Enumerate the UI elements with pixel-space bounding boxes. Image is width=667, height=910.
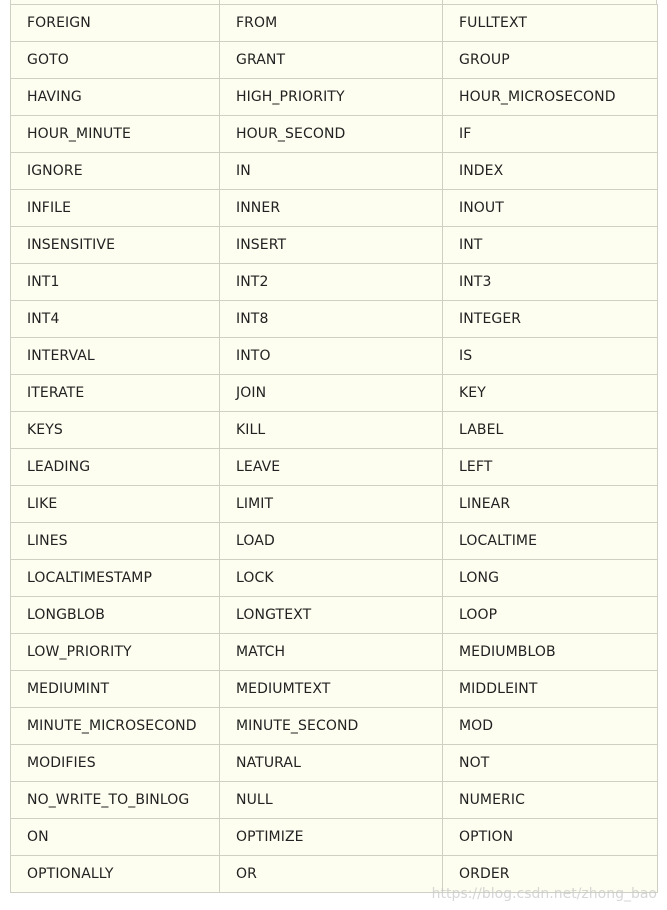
- table-row: [11, 634, 658, 671]
- table-row: [11, 708, 658, 745]
- table-row: [11, 597, 658, 634]
- keyword-cell: LOAD: [220, 523, 443, 560]
- keyword-cell: IF: [443, 116, 658, 153]
- table-row: [11, 153, 658, 190]
- keyword-cell: FROM: [220, 5, 443, 42]
- keyword-cell: OPTIMIZE: [220, 819, 443, 856]
- keyword-cell: MINUTE_MICROSECOND: [11, 708, 220, 745]
- keyword-cell: INT: [443, 227, 658, 264]
- table-row: [11, 42, 658, 79]
- keyword-cell: LOOP: [443, 597, 658, 634]
- table-row: [11, 745, 658, 782]
- keyword-cell: MOD: [443, 708, 658, 745]
- keyword-cell: LIKE: [11, 486, 220, 523]
- keyword-cell: INT4: [11, 301, 220, 338]
- keyword-cell: LONG: [443, 560, 658, 597]
- keyword-cell: INSENSITIVE: [11, 227, 220, 264]
- keyword-cell: HOUR_SECOND: [220, 116, 443, 153]
- keyword-cell: INSERT: [220, 227, 443, 264]
- table-row: [11, 560, 658, 597]
- table-row: [11, 449, 658, 486]
- keyword-cell: MEDIUMTEXT: [220, 671, 443, 708]
- table-row: [11, 782, 658, 819]
- keyword-cell: LOW_PRIORITY: [11, 634, 220, 671]
- table-row: [11, 671, 658, 708]
- keyword-cell: ON: [11, 819, 220, 856]
- keyword-cell: MINUTE_SECOND: [220, 708, 443, 745]
- keyword-cell: INTO: [220, 338, 443, 375]
- keywords-table-body: [11, 5, 658, 893]
- keyword-cell: HOUR_MINUTE: [11, 116, 220, 153]
- keyword-cell: LEAVE: [220, 449, 443, 486]
- table-row: [11, 819, 658, 856]
- keyword-cell: FULLTEXT: [443, 5, 658, 42]
- keyword-cell: OPTIONALLY: [11, 856, 220, 893]
- keyword-cell: INTEGER: [443, 301, 658, 338]
- table-row: [11, 79, 658, 116]
- table-row: [11, 5, 658, 42]
- keyword-cell: MEDIUMBLOB: [443, 634, 658, 671]
- keyword-cell: NULL: [220, 782, 443, 819]
- keyword-cell: KEY: [443, 375, 658, 412]
- keyword-cell: ORDER: [443, 856, 658, 893]
- keyword-cell: INOUT: [443, 190, 658, 227]
- keyword-cell: LIMIT: [220, 486, 443, 523]
- keyword-cell: FOREIGN: [11, 5, 220, 42]
- keyword-cell: INNER: [220, 190, 443, 227]
- keyword-cell: LOCALTIMESTAMP: [11, 560, 220, 597]
- table-row: [11, 116, 658, 153]
- keyword-cell: INT1: [11, 264, 220, 301]
- keyword-cell: GROUP: [443, 42, 658, 79]
- table-row: [11, 301, 658, 338]
- keyword-cell: LINES: [11, 523, 220, 560]
- keyword-cell: INFILE: [11, 190, 220, 227]
- table-row: [11, 523, 658, 560]
- keyword-cell: INT8: [220, 301, 443, 338]
- keyword-cell: LOCALTIME: [443, 523, 658, 560]
- keyword-cell: INDEX: [443, 153, 658, 190]
- keyword-cell: MATCH: [220, 634, 443, 671]
- reserved-keywords-table: [10, 4, 658, 893]
- keyword-cell: NO_WRITE_TO_BINLOG: [11, 782, 220, 819]
- keyword-cell: MODIFIES: [11, 745, 220, 782]
- keyword-cell: INT3: [443, 264, 658, 301]
- table-row: [11, 227, 658, 264]
- keyword-cell: LOCK: [220, 560, 443, 597]
- keyword-cell: JOIN: [220, 375, 443, 412]
- keyword-cell: GOTO: [11, 42, 220, 79]
- keyword-cell: IGNORE: [11, 153, 220, 190]
- keyword-cell: OR: [220, 856, 443, 893]
- keyword-cell: LONGBLOB: [11, 597, 220, 634]
- watermark: https://blog.csdn.net/zhong_bao: [431, 886, 657, 902]
- keyword-cell: GRANT: [220, 42, 443, 79]
- keyword-cell: IS: [443, 338, 658, 375]
- table-row: [11, 375, 658, 412]
- table-row: [11, 412, 658, 449]
- keyword-cell: LINEAR: [443, 486, 658, 523]
- keyword-cell: INTERVAL: [11, 338, 220, 375]
- keyword-cell: LABEL: [443, 412, 658, 449]
- keyword-cell: OPTION: [443, 819, 658, 856]
- keyword-cell: HAVING: [11, 79, 220, 116]
- keyword-cell: ITERATE: [11, 375, 220, 412]
- table-row: [11, 486, 658, 523]
- keyword-cell: KILL: [220, 412, 443, 449]
- keyword-cell: KEYS: [11, 412, 220, 449]
- keyword-cell: NUMERIC: [443, 782, 658, 819]
- keyword-cell: NOT: [443, 745, 658, 782]
- table-row: [11, 338, 658, 375]
- table-row: [11, 190, 658, 227]
- keyword-cell: LEFT: [443, 449, 658, 486]
- table-row: [11, 856, 658, 893]
- keyword-cell: LEADING: [11, 449, 220, 486]
- keyword-cell: HOUR_MICROSECOND: [443, 79, 658, 116]
- keyword-cell: INT2: [220, 264, 443, 301]
- keyword-cell: NATURAL: [220, 745, 443, 782]
- keyword-cell: HIGH_PRIORITY: [220, 79, 443, 116]
- table-row: [11, 264, 658, 301]
- keyword-cell: IN: [220, 153, 443, 190]
- keyword-cell: LONGTEXT: [220, 597, 443, 634]
- keyword-cell: MIDDLEINT: [443, 671, 658, 708]
- keyword-cell: MEDIUMINT: [11, 671, 220, 708]
